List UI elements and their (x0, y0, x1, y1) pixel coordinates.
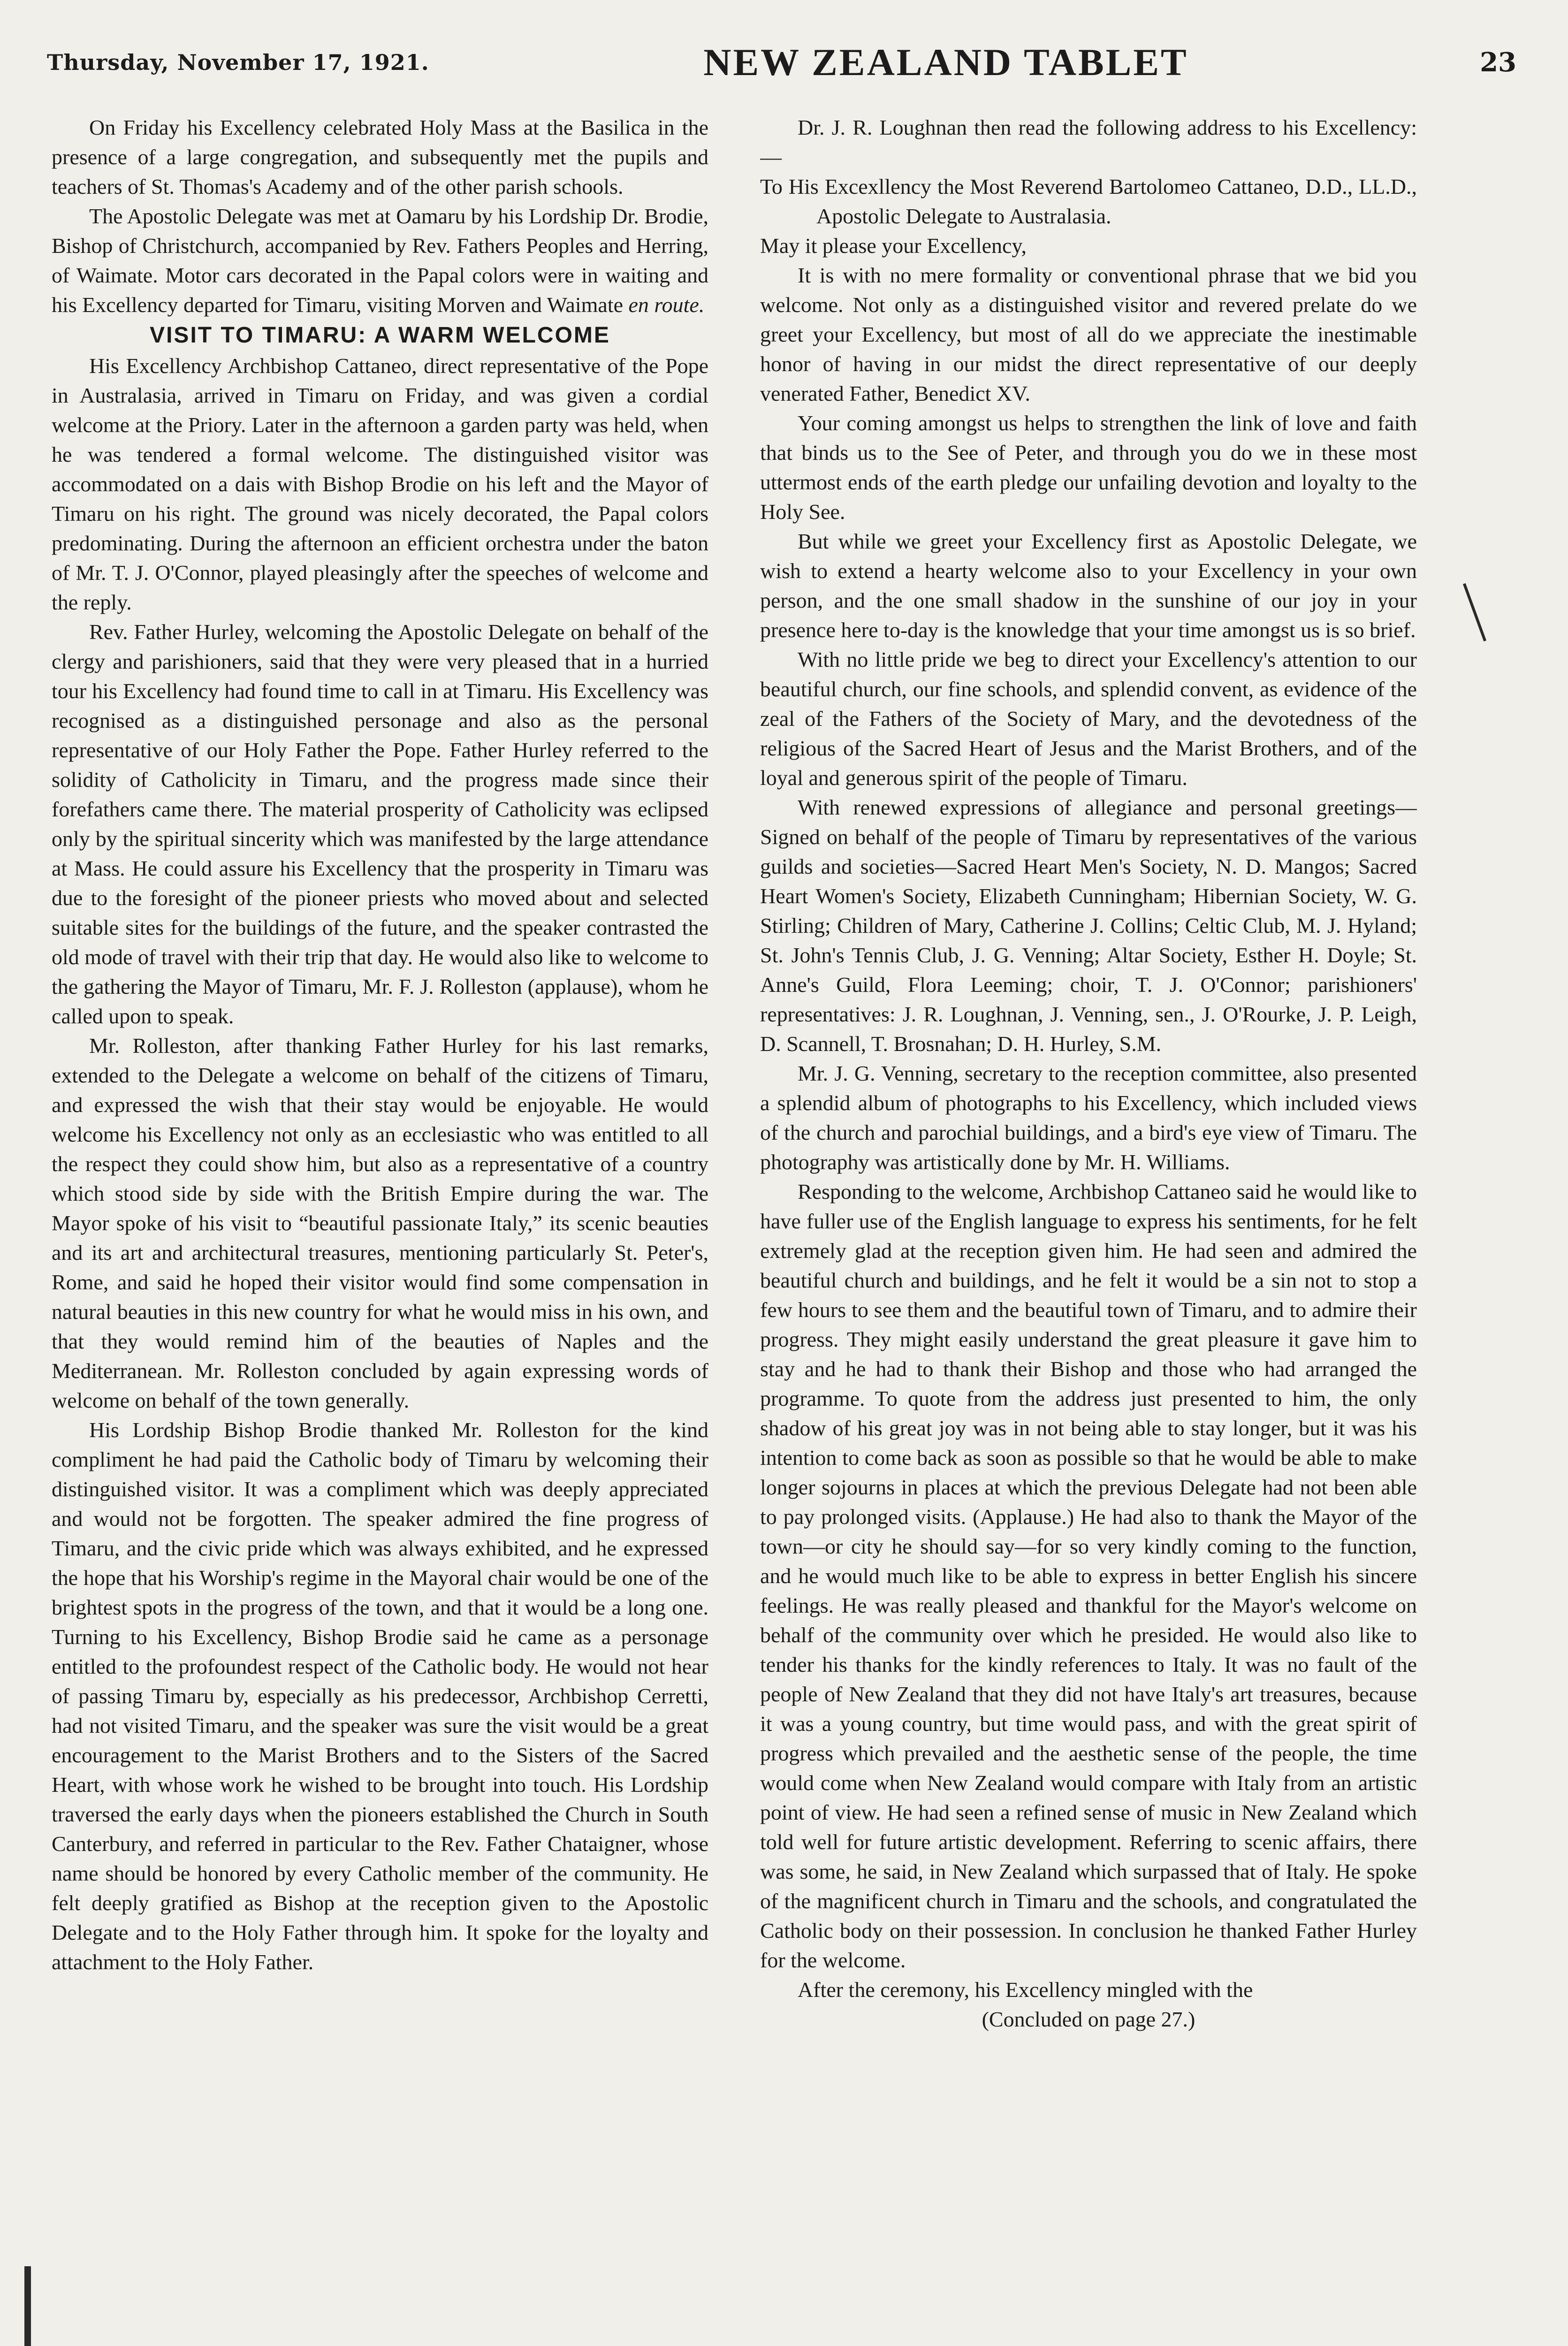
paragraph: It is with no mere formality or conventional phrase that we bid you welcome. Not only as a distinguished visitor and revered prelate do we greet your Excellency, but most of all do we appreciate the inestimable honor of having in our midst the direct representative of our deeply venerated Father, Benedict XV. (760, 263, 1417, 405)
paragraph-text: The Apostolic Delegate was met at Oamaru by his Lordship Dr. Brodie, Bishop of Christchurch, accompanied by Rev. Fathers Peoples and Herring, of Waimate. Motor cars decorated in the Papal colors were in waiting and his Excellency departed for Timaru, visiting Morven and Waimate (52, 204, 708, 317)
paragraph: Mr. J. G. Venning, secretary to the reception committee, also presented a splendid album of photographs to his Excellency, which included views of the church and parochial buildings, and a bird's eye view of Timaru. The photography was artistically done by Mr. H. Williams. (760, 1061, 1417, 1174)
paragraph: Dr. J. R. Loughnan then read the following address to his Excellency:— (760, 115, 1417, 169)
page-number: 23 (1480, 47, 1516, 78)
margin-mark (1463, 583, 1486, 641)
paragraph: On Friday his Excellency celebrated Holy Mass at the Basilica in the presence of a large congregation, and subsequently met the pupils and teachers of St. Thomas's Academy and of the other parish schools. (52, 115, 708, 198)
masthead-title: NEW ZEALAND TABLET (703, 41, 1188, 84)
issue-date: Thursday, November 17, 1921. (47, 50, 429, 75)
paragraph (52, 201, 708, 320)
paragraph: With renewed expressions of allegiance and personal greetings—Signed on behalf of the people of Timaru by representatives of the various guilds and societies—Sacred Heart Men's Society, N. D. Mangos; Sacred Heart Women's Society, Elizabeth Cunningham; Hibernian Society, W. G. Stirling; Children of Mary, Catherine J. Collins; Celtic Club, M. J. Hyland; St. John's Tennis Club, J. G. Venning; Altar Society, Esther H. Doyle; St. Anne's Guild, Flora Leeming; choir, T. J. O'Connor; parishioners' representatives: J. R. Loughnan, J. Venning, sen., J. O'Rourke, J. P. Leigh, D. Scannell, T. Brosnahan; D. H. Hurley, S.M. (760, 795, 1417, 1056)
paragraph: His Lordship Bishop Brodie thanked Mr. Rolleston for the kind compliment he had paid the Catholic body of Timaru by welcoming their distinguished visitor. It was a compliment which was deeply appreciated and would not be forgotten. The speaker admired the fine progress of Timaru, and the civic pride which was always exhibited, and he expressed the hope that his Worship's regime in the Mayoral chair would be one of the brightest spots in the progress of the town, and that it would be a long one. Turning to his Excellency, Bishop Brodie said he came as a personage entitled to the profoundest respect of the Catholic body. He would not hear of passing Timaru by, especially as his predecessor, Archbishop Cerretti, had not visited Timaru, and the speaker was sure the visit would be a great encouragement to the Marist Brothers and to the Sisters of the Sacred Heart, with whose work he wished to be brought into touch. His Lordship traversed the early days when the pioneers established the Church in South Canterbury, and referred in particular to the Rev. Father Chataigner, whose name should be honored by every Catholic member of the community. He felt deeply gratified as Bishop at the reception given to the Apostolic Delegate and to the Holy Father through him. It spoke for the loyalty and attachment to the Holy Father. (52, 1418, 708, 1974)
italic-phrase: en route. (628, 293, 705, 317)
right-column (760, 113, 1417, 2346)
paragraph: With no little pride we beg to direct your Excellency's attention to our beautiful church, our fine schools, and splendid convent, as evidence of the zeal of the Fathers of the Society of Mary, and the devotedness of the religious of the Sacred Heart of Jesus and the Marist Brothers, and of the loyal and generous spirit of the people of Timaru. (760, 647, 1417, 790)
paragraph: His Excellency Archbishop Cattaneo, direct representative of the Pope in Australasia, arrived in Timaru on Friday, and was given a cordial welcome at the Priory. Later in the afternoon a garden party was held, when he was tendered a formal welcome. The distinguished visitor was accommodated on a dais with Bishop Brodie on his left and the Mayor of Timaru on his right. The ground was nicely decorated, the Papal colors predominating. During the afternoon an efficient orchestra under the baton of Mr. T. J. O'Connor, played pleasingly after the speeches of welcome and the reply. (52, 354, 708, 614)
paragraph: Responding to the welcome, Archbishop Cattaneo said he would like to have fuller use of the English language to express his sentiments, for he felt extremely glad at the reception given him. He had seen and admired the beautiful church and buildings, and he felt it would be a sin not to stop a few hours to see them and the beautiful town of Timaru, and to admire their progress. They might easily understand the great pleasure it gave him to stay and he had to thank their Bishop and those who had arranged the programme. To quote from the address just presented to him, the only shadow of his great joy was in not being able to stay longer, but it was his intention to come back as soon as possible so that he would be able to make longer sojourns in places at which the previous Delegate had not been able to pay prolonged visits. (Applause.) He had also to thank the Mayor of the town—or city he should say—for so very kindly coming to the function, and he would much like to be able to express in better English his sincere feelings. He was really pleased and thankful for the Mayor's welcome on behalf of the community over which he presided. He would also like to tender his thanks for the kindly references to Italy. It was no fault of the people of New Zealand that they did not have Italy's art treasures, because it was a young country, but time would pass, and with the great spirit of progress which prevailed and the aesthetic sense of the people, the time would come when New Zealand would compare with Italy from an artistic point of view. He had seen a refined sense of music in New Zealand which told well for future artistic development. Referring to scenic affairs, there was some, he said, in New Zealand which surpassed that of Italy. He spoke of the magnificent church in Timaru and the schools, and congratulated the Catholic body on their possession. In conclusion he thanked Father Hurley for the welcome. (760, 1180, 1417, 1972)
margin-mark (24, 2266, 31, 2346)
paragraph: After the ceremony, his Excellency mingled with the (798, 1978, 1253, 2002)
continuation-note: (Concluded on page 27.) (982, 2007, 1195, 2031)
page-header (47, 41, 1516, 84)
paragraph: Mr. Rolleston, after thanking Father Hurley for his last remarks, extended to the Delegate a welcome on behalf of the citizens of Timaru, and expressed the wish that their stay would be enjoyable. He would welcome his Excellency not only as an ecclesiastic who was entitled to all the respect they could show him, but also as a representative of a country which stood side by side with the British Empire during the war. The Mayor spoke of his visit to “beautiful passionate Italy,” its scenic beauties and its art and architectural treasures, mentioning particularly St. Peter's, Rome, and said he hoped their visitor would find some compensation in natural beauties in this new country for what he would miss in his own, and that they would remind him of the beauties of Naples and the Mediterranean. Mr. Rolleston concluded by again expressing words of welcome on behalf of the town generally. (52, 1034, 708, 1412)
paragraph: Rev. Father Hurley, welcoming the Apostolic Delegate on behalf of the clergy and parishioners, said that they were very pleased that in a hurried tour his Excellency had found time to call in at Timaru. His Excellency was recognised as a distinguished personage and also as the personal representative of our Holy Father the Pope. Father Hurley referred to the solidity of Catholicity in Timaru, and the progress made since their forefathers came there. The material prosperity of Catholicity was eclipsed only by the spiritual sincerity which was manifested by the large attendance at Mass. He could assure his Excellency that the prosperity in Timaru was due to the foresight of the pioneer priests who moved about and selected suitable sites for the buildings of the future, and the speaker contrasted the old mode of travel with their trip that day. He would also like to welcome to the gathering the Mayor of Timaru, Mr. F. J. Rolleston (applause), whom he called upon to speak. (52, 620, 708, 1028)
paragraph: Your coming amongst us helps to strengthen the link of love and faith that binds us to the See of Peter, and through you do we in these most uttermost ends of the earth pledge our unfailing devotion and loyalty to the Holy See. (760, 411, 1417, 524)
left-column (52, 113, 708, 2346)
paragraph: But while we greet your Excellency first as Apostolic Delegate, we wish to extend a hearty welcome also to your Excellency in your own person, and the one small shadow in the sunshine of our joy in your presence here to-day is the knowledge that your time amongst us is so brief. (760, 529, 1417, 642)
address-recipient: To His Excexllency the Most Reverend Bartolomeo Cattaneo, D.D., LL.D., Apostolic Delegate to Australasia. (760, 175, 1417, 228)
address-salutation: May it please your Excellency, (760, 234, 1027, 258)
section-subheading: VISIT TO TIMARU: A WARM WELCOME (150, 323, 610, 348)
